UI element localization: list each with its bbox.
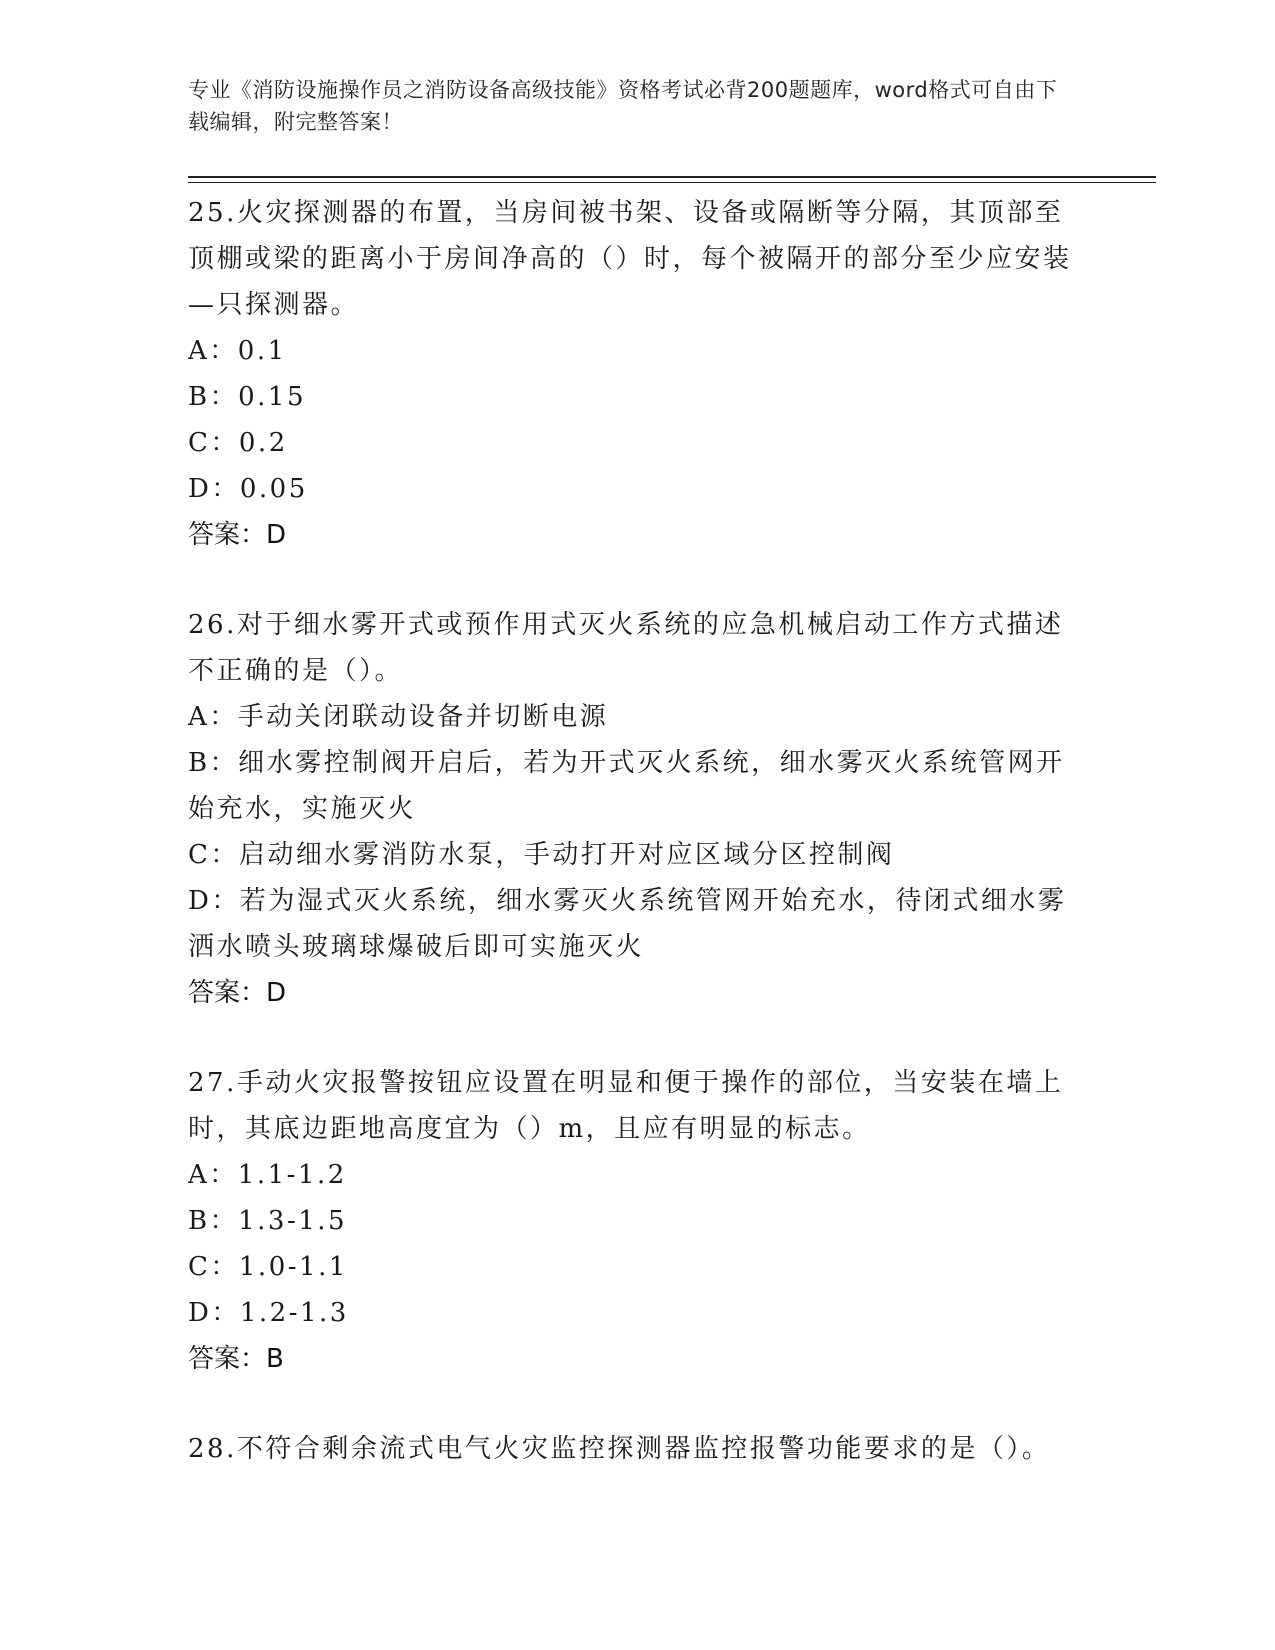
option-d: D：若为湿式灭火系统，细水雾灭火系统管网开始充水，待闭式细水雾洒水喷头玻璃球爆破后即可实施灭火 [188, 886, 1067, 962]
option-c: C：启动细水雾消防水泵，手动打开对应区域分区控制阀 [188, 840, 895, 870]
answer: 答案：D [188, 978, 287, 1008]
option-a: A：手动关闭联动设备并切断电源 [188, 702, 609, 732]
option-d: D：0.05 [188, 474, 308, 504]
answer: 答案：D [188, 520, 287, 550]
option-b: B：0.15 [188, 382, 306, 412]
question-28 [188, 1426, 1078, 1472]
option-a: A：1.1-1.2 [188, 1160, 347, 1190]
question-27 [188, 1060, 1078, 1382]
question-gap [188, 1016, 1078, 1060]
option-c: C：1.0-1.1 [188, 1252, 348, 1282]
header-rule-thin [188, 182, 1156, 183]
page-header: 专业《消防设施操作员之消防设备高级技能》资格考试必背200题题库，word格式可自由下载编辑，附完整答案！ [188, 78, 1058, 134]
question-text: 27.手动火灾报警按钮应设置在明显和便于操作的部位，当安装在墙上时，其底边距地高度宜为（）m，且应有明显的标志。 [188, 1068, 1064, 1144]
option-a: A：0.1 [188, 336, 287, 366]
header-rule-thick [188, 176, 1156, 178]
question-list [188, 190, 1078, 1472]
option-d: D：1.2-1.3 [188, 1298, 349, 1328]
question-gap [188, 558, 1078, 602]
question-25 [188, 190, 1078, 558]
question-text: 26.对于细水雾开式或预作用式灭火系统的应急机械启动工作方式描述不正确的是（）。 [188, 610, 1064, 686]
question-text: 25.火灾探测器的布置，当房间被书架、设备或隔断等分隔，其顶部至顶棚或梁的距离小于房间净高的（）时，每个被隔开的部分至少应安装—只探测器。 [188, 198, 1072, 320]
option-b: B：1.3-1.5 [188, 1206, 348, 1236]
question-gap [188, 1382, 1078, 1426]
option-b: B：细水雾控制阀开启后，若为开式灭火系统，细水雾灭火系统管网开始充水，实施灭火 [188, 748, 1065, 824]
question-text: 28.不符合剩余流式电气火灾监控探测器监控报警功能要求的是（）。 [188, 1434, 1051, 1464]
question-26 [188, 602, 1078, 1016]
option-c: C：0.2 [188, 428, 288, 458]
answer: 答案：B [188, 1344, 284, 1374]
